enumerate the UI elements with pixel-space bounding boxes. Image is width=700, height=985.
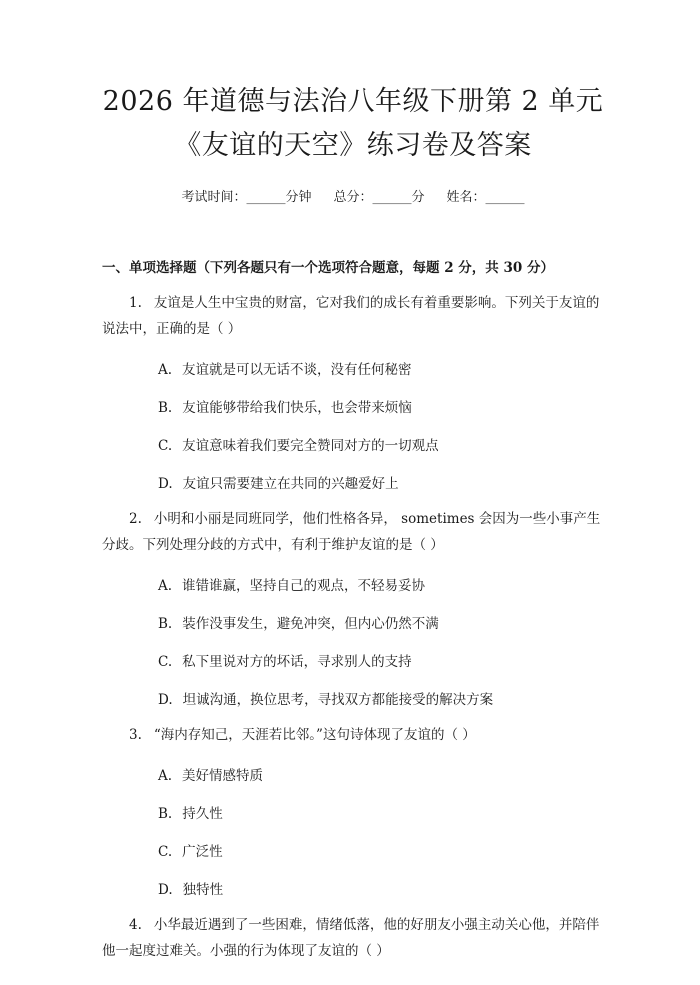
option-letter: B. [158,400,173,416]
option-letter: A. [158,768,173,784]
option-letter: C. [158,844,173,860]
question-stem [102,722,604,748]
option-letter: A. [158,362,173,378]
page-title: 2026 年道德与法治八年级下册第 2 单元《友谊的天空》练习卷及答案 [102,86,604,161]
question-text: “海内存知己，天涯若比邻。”这句诗体现了友谊的（ ） [153,727,476,743]
option-text: 独特性 [182,882,224,898]
option-d [102,690,604,710]
option-d [102,474,604,494]
option-a [102,766,604,786]
option-text: 美好情感特质 [182,768,264,784]
question-3 [102,722,604,900]
option-text: 坦诚沟通，换位思考，寻找双方都能接受的解决方案 [182,692,494,708]
question-stem [102,506,604,558]
section-heading: 一、单项选择题（下列各题只有一个选项符合题意，每题 2 分，共 30 分） [102,260,554,276]
option-b [102,614,604,634]
total-score-label: 总分：______分 [333,190,425,205]
option-letter: B. [158,616,173,632]
question-4 [102,912,604,964]
option-c [102,652,604,672]
exam-meta [102,188,604,208]
option-text: 广泛性 [182,844,223,860]
question-stem [102,290,604,342]
option-c [102,842,604,862]
question-1 [102,290,604,494]
question-text: 友谊是人生中宝贵的财富，它对我们的成长有着重要影响。下列关于友谊的说法中，正确的是（ ） [102,295,600,337]
option-a [102,360,604,380]
question-number: 3. [129,727,142,743]
option-b [102,804,604,824]
option-text: 持久性 [182,806,223,822]
exam-time-label: 考试时间：______分钟 [181,190,312,205]
option-b [102,398,604,418]
option-d [102,880,604,900]
question-number: 4. [129,917,142,933]
option-text: 友谊能够带给我们快乐，也会带来烦恼 [182,400,412,416]
question-number: 1. [129,295,142,311]
question-2 [102,506,604,710]
option-letter: D. [158,882,173,898]
option-text: 私下里说对方的坏话，寻求别人的支持 [182,654,412,670]
question-text: 小明和小丽是同班同学，他们性格各异， sometimes 会因为一些小事产生分歧。下列处理分歧的方式中，有利于维护友谊的是（ ） [102,511,601,553]
option-text: 友谊只需要建立在共同的兴趣爱好上 [182,476,399,492]
option-letter: D. [158,476,173,492]
question-stem [102,912,604,964]
option-text: 友谊意味着我们要完全赞同对方的一切观点 [182,438,439,454]
option-text: 装作没事发生，避免冲突，但内心仍然不满 [182,616,439,632]
option-letter: C. [158,654,173,670]
exam-page [0,80,700,985]
option-a [102,576,604,596]
option-c [102,436,604,456]
question-text: 小华最近遇到了一些困难，情绪低落，他的好朋友小强主动关心他，并陪伴他一起度过难关。小强的行为体现了友谊的（ ） [102,917,600,959]
student-name-label: 姓名：______ [446,190,525,205]
question-number: 2. [129,511,142,527]
option-letter: D. [158,692,173,708]
option-text: 友谊就是可以无话不谈，没有任何秘密 [182,362,412,378]
option-letter: B. [158,806,173,822]
option-letter: A. [158,578,173,594]
option-letter: C. [158,438,173,454]
option-text: 谁错谁赢，坚持自己的观点，不轻易妥协 [182,578,426,594]
